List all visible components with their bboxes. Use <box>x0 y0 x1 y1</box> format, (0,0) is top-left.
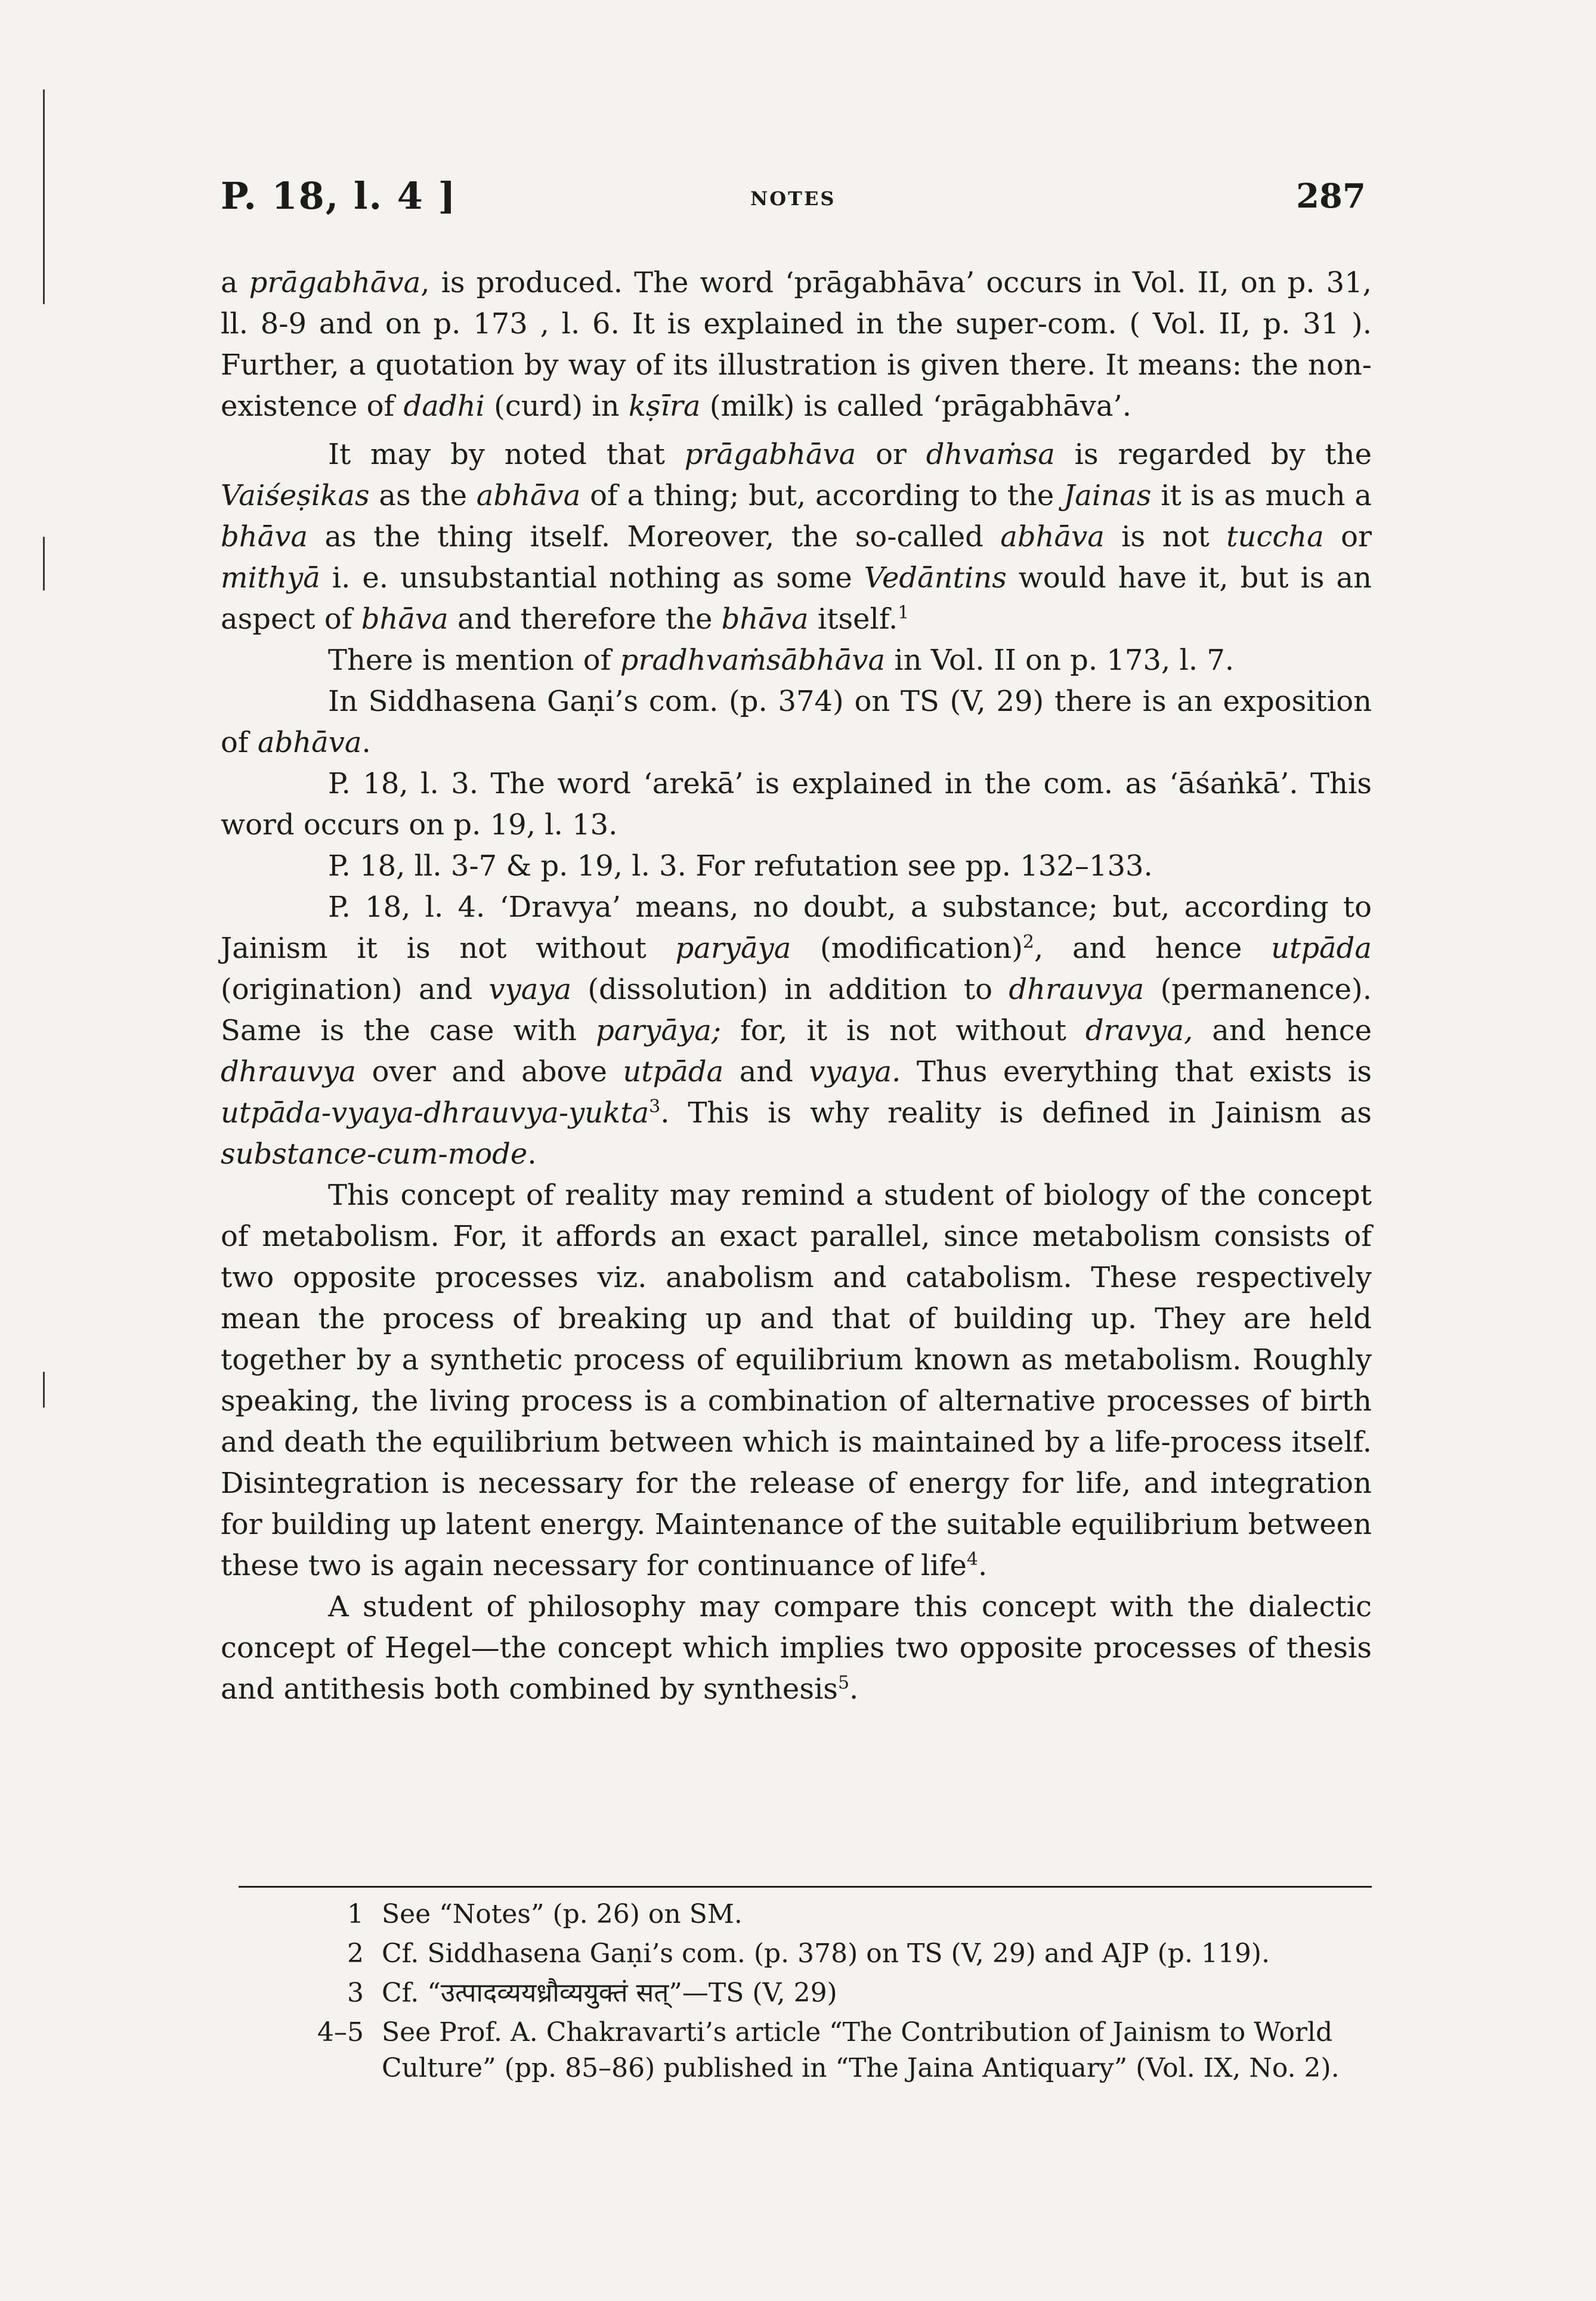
paragraph-7: P. 18, l. 4. ‘Dravya’ means, no doubt, a substance; but, according to Jainism it is not without paryāya (modification)$^2$, and hence utpāda (origination) and vyaya (dissolution) in addition to dhrauvya (permanence). Same is the case with paryāya; for, it is not without dravya, and hence dhrauvya over and above utpāda and vyaya. Thus everything that exists is utpāda-vyaya-dhrauvya-yukta$^3$. This is why reality is defined in Jainism as substance-cum-mode. <box>221 890 1372 1171</box>
footnote-ref: 1 <box>898 602 910 623</box>
footnote-ref: 2 <box>1022 932 1035 952</box>
footnotes <box>286 1897 1378 2090</box>
footnote-text: Cf. Siddhasena Gaṇi’s com. (p. 378) on TS (V, 29) and AJP (p. 119). <box>382 1938 1270 1969</box>
scan-edge-mark <box>43 1372 45 1408</box>
paragraph-2: It may by noted that prāgabhāva or dhvaṁsa is regarded by the Vaiśeṣikas as the abhāva of a thing; but, according to the Jainas it is as much a bhāva as the thing itself. Moreover, the so-called abhāva is not tuccha or mithyā i. e. unsubstantial nothing as some Vedāntins would have it, but is an aspect of bhāva and therefore the bhāva itself.$^1$ <box>221 438 1372 636</box>
paragraph-1: a prāgabhāva, is produced. The word ‘prāgabhāva’ occurs in Vol. II, on p. 31, ll. 8-9 and on p. 173 , l. 6. It is explained in the super-com. ( Vol. II, p. 31 ). Further, a quotation by way of its illustration is given there. It means: the non-existence of dadhi (curd) in kṣīra (milk) is called ‘prāgabhāva’. <box>221 266 1372 423</box>
running-header <box>221 174 1366 222</box>
paragraph-5: P. 18, l. 3. The word ‘arekā’ is explained in the com. as ‘āśaṅkā’. This word occurs on p. 19, l. 13. <box>221 767 1372 842</box>
footnote-text: See “Notes” (p. 26) on SM. <box>382 1899 743 1929</box>
header-reference: P. 18, l. 4 ] <box>221 174 457 218</box>
footnote-number: 3 <box>347 1978 364 2008</box>
paragraph-6: P. 18, ll. 3-7 & p. 19, l. 3. For refutation see pp. 132–133. <box>328 849 1153 883</box>
footnote-item <box>286 2015 1378 2086</box>
footnote-item <box>286 1897 1378 1932</box>
footnote-item <box>286 1936 1378 1972</box>
paragraph-3: There is mention of pradhvaṁsābhāva in Vol. II on p. 173, l. 7. <box>328 644 1235 677</box>
scan-edge-mark <box>43 537 45 590</box>
scan-edge-mark <box>43 89 45 304</box>
footnote-divider <box>239 1886 1372 1888</box>
paragraph-4: In Siddhasena Gaṇi’s com. (p. 374) on TS (V, 29) there is an exposition of abhāva. <box>221 685 1372 759</box>
footnote-item <box>286 1975 1378 2011</box>
footnote-ref: 5 <box>837 1672 850 1693</box>
footnote-number: 4–5 <box>317 2017 364 2048</box>
footnote-ref: 4 <box>966 1549 978 1570</box>
footnote-number: 1 <box>347 1899 364 1929</box>
header-title: NOTES <box>750 187 836 210</box>
footnote-text: See Prof. A. Chakravarti’s article “The Contribution of Jainism to World Culture” (pp. 85–86) published in “The Jaina Antiquary” (Vol. IX, No. 2). <box>382 2017 1340 2083</box>
footnote-text: Cf. “उत्पादव्ययध्रौव्ययुक्तं सत्”—TS (V, 29) <box>382 1978 837 2008</box>
paragraph-8: This concept of reality may remind a student of biology of the concept of metabolism. For, it affords an exact parallel, since metabolism consists of two opposite processes viz. anabolism and catabolism. These respectively mean the process of breaking up and that of building up. They are held together by a synthetic process of equilibrium known as metabolism. Roughly speaking, the living process is a combination of alternative processes of birth and death the equilibrium between which is maintained by a life-process itself. Disintegration is necessary for the release of energy for life, and integration for building up latent energy. Maintenance of the suitable equilibrium between these two is again necessary for continuance of life$^4$. <box>221 1179 1372 1582</box>
footnote-number: 2 <box>347 1938 364 1969</box>
page-number: 287 <box>1296 177 1366 216</box>
paragraph-9: A student of philosophy may compare this concept with the dialectic concept of Hegel—the concept which implies two opposite processes of thesis and antithesis both combined by synthesis$^5$. <box>221 1590 1372 1706</box>
main-text <box>221 262 1372 1710</box>
footnote-ref: 3 <box>649 1096 661 1117</box>
